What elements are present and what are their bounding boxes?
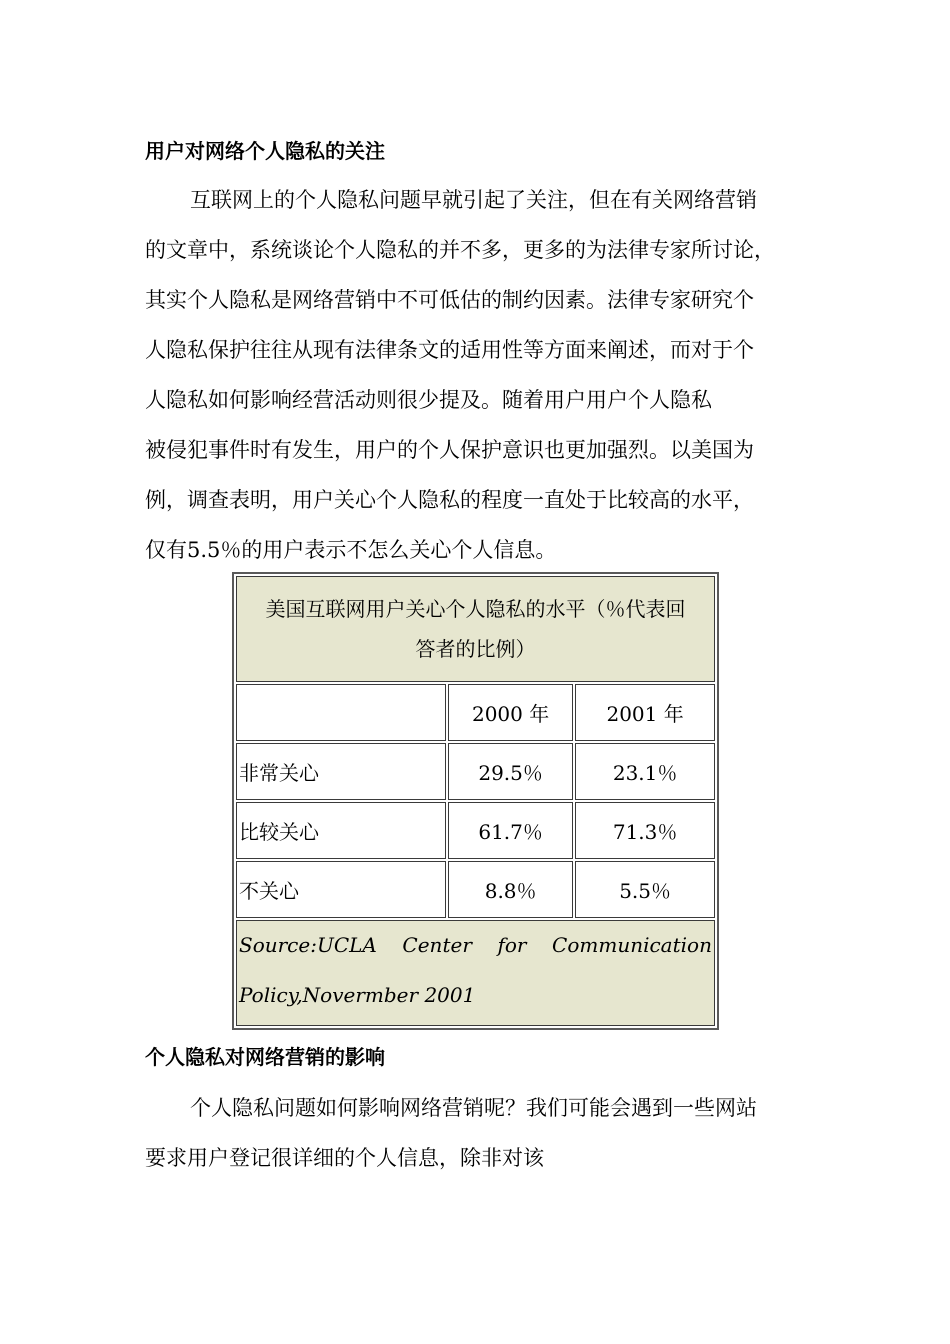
table-header-row	[236, 684, 715, 741]
table-row	[236, 802, 715, 859]
table-caption-line1: 美国互联网用户关心个人隐私的水平（％代表回	[265, 597, 686, 621]
row-value-2000: 29.5％	[448, 743, 573, 800]
paragraph-line: 个人隐私问题如何影响网络营销呢？我们可能会遇到一些网站	[190, 1096, 757, 1120]
table-caption	[236, 576, 715, 682]
row-value-2000: 8.8％	[448, 861, 573, 918]
source-word: for	[497, 933, 527, 957]
row-value-2001: 5.5％	[575, 861, 715, 918]
source-line-1	[239, 923, 712, 967]
table-row	[236, 861, 715, 918]
paragraph-line: 的文章中，系统谈论个人隐私的并不多，更多的为法律专家所讨论，	[145, 238, 775, 262]
row-value-2001: 23.1％	[575, 743, 715, 800]
paragraph-line: 被侵犯事件时有发生，用户的个人保护意识也更加强烈。以美国为	[145, 438, 754, 462]
paragraph-line: 要求用户登记很详细的个人信息，除非对该	[145, 1146, 544, 1170]
row-label: 不关心	[236, 861, 446, 918]
paragraph-line: 人隐私保护往往从现有法律条文的适用性等方面来阐述，而对于个	[145, 338, 754, 362]
row-value-2000: 61.7％	[448, 802, 573, 859]
table-header-2000: 2000 年	[448, 684, 573, 741]
table-header-2001: 2001 年	[575, 684, 715, 741]
table-source-note	[236, 920, 715, 1026]
row-value-2001: 71.3％	[575, 802, 715, 859]
table-row	[236, 743, 715, 800]
privacy-concern-table	[232, 572, 719, 1030]
section-heading-privacy-impact: 个人隐私对网络营销的影响	[145, 1045, 385, 1069]
paragraph-line: 其实个人隐私是网络营销中不可低估的制约因素。法律专家研究个	[145, 288, 754, 312]
source-word: Source:UCLA	[239, 933, 377, 957]
paragraph-line: 仅有5.5％的用户表示不怎么关心个人信息。	[145, 538, 557, 562]
source-line-2: Policy,Novermber 2001	[239, 983, 476, 1007]
row-label: 非常关心	[236, 743, 446, 800]
source-word: Communication	[552, 933, 712, 957]
paragraph-line: 互联网上的个人隐私问题早就引起了关注，但在有关网络营销	[190, 188, 757, 212]
source-word: Center	[402, 933, 472, 957]
table-header-empty	[236, 684, 446, 741]
row-label: 比较关心	[236, 802, 446, 859]
section-heading-privacy-concern: 用户对网络个人隐私的关注	[145, 139, 385, 163]
paragraph-line: 人隐私如何影响经营活动则很少提及。随着用户用户个人隐私	[145, 388, 712, 412]
paragraph-line: 例，调查表明，用户关心个人隐私的程度一直处于比较高的水平，	[145, 488, 754, 512]
table-caption-line2: 答者的比例）	[415, 637, 536, 661]
